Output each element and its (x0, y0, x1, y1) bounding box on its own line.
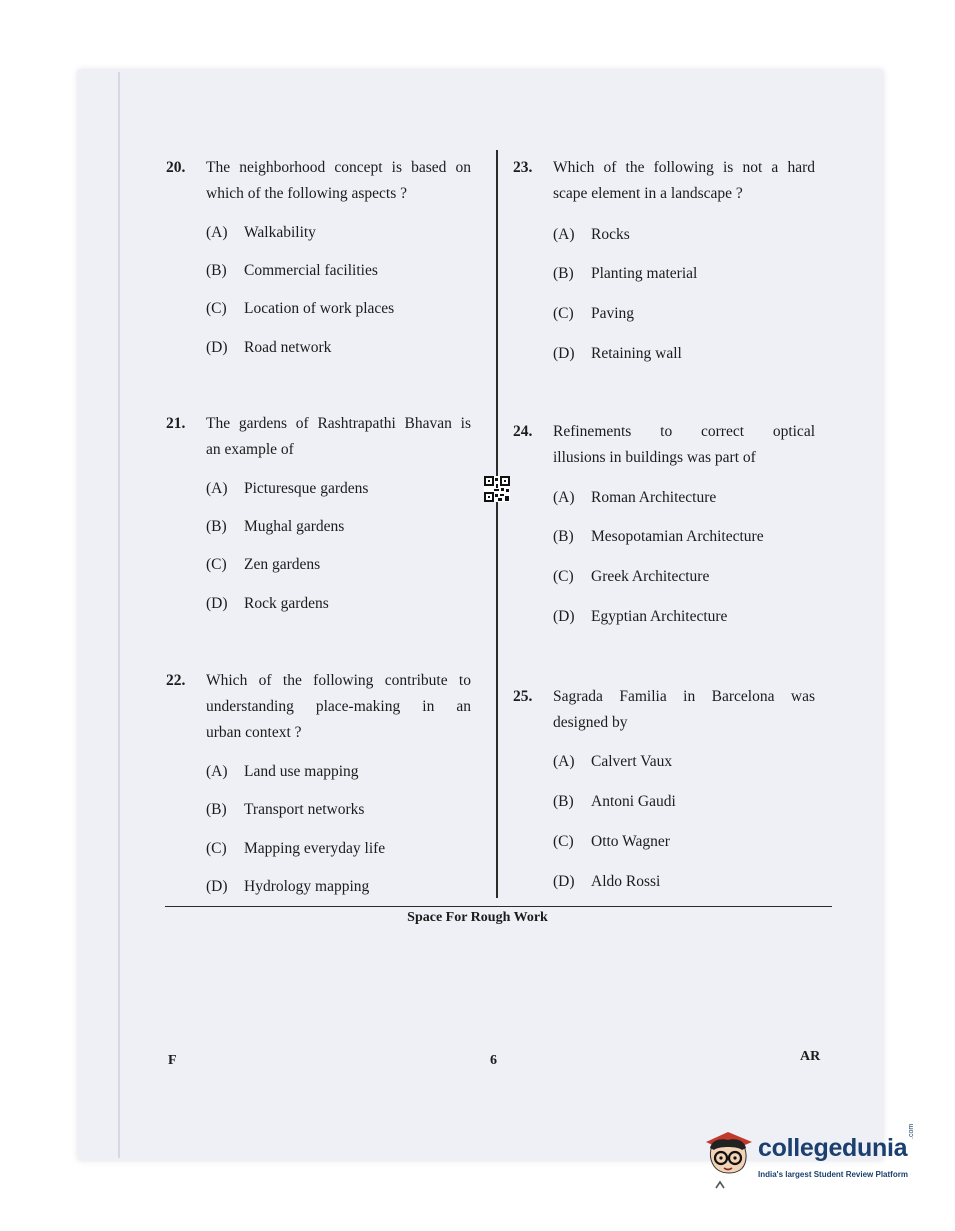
option-d (553, 341, 682, 367)
option-label: (A) (553, 489, 575, 506)
option-d (206, 335, 331, 361)
option-b (553, 261, 697, 287)
question-text-line: illusions in buildings was part of (553, 449, 756, 466)
question-text (553, 419, 815, 471)
option-text: Mesopotamian Architecture (591, 528, 764, 545)
question-text-line: understanding place-making in an (206, 698, 471, 715)
option-a (553, 485, 716, 511)
option-text: Paving (591, 305, 635, 322)
logo-wordmark: collegedunia (758, 1134, 908, 1162)
question-number: 21. (166, 415, 186, 432)
option-label: (B) (553, 528, 574, 545)
paper-code: F (168, 1053, 177, 1068)
option-text: Commercial facilities (244, 262, 378, 279)
option-label: (C) (553, 833, 574, 850)
option-label: (A) (206, 480, 228, 497)
option-label: (C) (553, 568, 574, 585)
option-text: Land use mapping (244, 763, 359, 780)
option-c (553, 564, 709, 590)
option-d (206, 874, 369, 900)
page-number: 6 (490, 1053, 497, 1068)
exam-page (78, 70, 883, 1160)
question-text-line: an example of (206, 441, 294, 458)
option-label: (B) (553, 793, 574, 810)
question-text-line: The neighborhood concept is based on (206, 159, 471, 176)
option-label: (B) (553, 265, 574, 282)
option-d (553, 869, 660, 895)
option-text: Rock gardens (244, 595, 329, 612)
option-a (206, 476, 368, 502)
option-b (206, 258, 378, 284)
option-label: (D) (206, 339, 228, 356)
question-text-line: Which of the following is not a hard (553, 159, 815, 176)
option-label: (C) (553, 305, 574, 322)
option-text: Road network (244, 339, 332, 356)
option-text: Antoni Gaudi (591, 793, 676, 810)
subject-code: AR (800, 1049, 821, 1064)
question-text-line: Sagrada Familia in Barcelona was (553, 688, 815, 705)
option-label: (D) (553, 873, 575, 890)
option-c (553, 829, 670, 855)
question-number: 23. (513, 159, 533, 176)
option-text: Mughal gardens (244, 518, 345, 535)
question-number: 25. (513, 688, 533, 705)
logo-tagline: India's largest Student Review Platform (758, 1170, 908, 1179)
option-a (206, 759, 359, 785)
option-a (553, 222, 630, 248)
option-b (206, 514, 344, 540)
option-label: (D) (553, 608, 575, 625)
option-label: (D) (553, 345, 575, 362)
option-text: Mapping everyday life (244, 840, 386, 857)
question-text (553, 155, 815, 207)
option-text: Egyptian Architecture (591, 608, 728, 625)
option-b (553, 524, 764, 550)
option-c (206, 836, 385, 862)
qr-code-icon (484, 476, 510, 502)
question-text (206, 155, 471, 207)
option-text: Hydrology mapping (244, 878, 370, 895)
mascot-icon (698, 1126, 758, 1194)
logo-domain-suffix: .com (908, 1123, 915, 1139)
question-text-line: Which of the following contribute to (206, 672, 471, 689)
option-d (206, 591, 329, 617)
option-text: Transport networks (244, 801, 365, 818)
option-text: Planting material (591, 265, 698, 282)
option-a (553, 749, 672, 775)
option-text: Greek Architecture (591, 568, 710, 585)
option-text: Aldo Rossi (591, 873, 661, 890)
question-text-line: The gardens of Rashtrapathi Bhavan is (206, 415, 471, 432)
option-b (206, 797, 364, 823)
option-text: Zen gardens (244, 556, 321, 573)
page-fold-line (118, 72, 120, 1158)
option-label: (D) (206, 878, 228, 895)
option-c (206, 552, 320, 578)
option-label: (B) (206, 262, 227, 279)
question-text (206, 411, 471, 463)
option-label: (C) (206, 840, 227, 857)
option-text: Retaining wall (591, 345, 682, 362)
question-text-line: designed by (553, 714, 628, 731)
question-number: 22. (166, 672, 186, 689)
option-c (206, 296, 394, 322)
column-divider (496, 150, 498, 898)
option-text: Roman Architecture (591, 489, 717, 506)
option-c (553, 301, 634, 327)
option-label: (C) (206, 300, 227, 317)
question-text-line: urban context ? (206, 724, 302, 741)
option-d (553, 604, 727, 630)
question-text-line: scape element in a landscape ? (553, 185, 743, 202)
rough-work-label: Space For Rough Work (407, 910, 548, 925)
rough-work-divider (165, 906, 832, 907)
option-text: Location of work places (244, 300, 395, 317)
collegedunia-logo (698, 1123, 928, 1194)
option-label: (A) (553, 226, 575, 243)
option-text: Calvert Vaux (591, 753, 673, 770)
option-a (206, 220, 316, 246)
question-number: 20. (166, 159, 186, 176)
option-b (553, 789, 676, 815)
option-label: (A) (206, 763, 228, 780)
question-text (206, 668, 471, 746)
option-label: (A) (553, 753, 575, 770)
option-label: (B) (206, 518, 227, 535)
question-text (553, 684, 815, 736)
option-label: (B) (206, 801, 227, 818)
question-text-line: Refinements to correct optical (553, 423, 815, 440)
option-text: Rocks (591, 226, 630, 243)
option-text: Walkability (244, 224, 316, 241)
option-label: (D) (206, 595, 228, 612)
option-text: Picturesque gardens (244, 480, 369, 497)
question-number: 24. (513, 423, 533, 440)
option-label: (C) (206, 556, 227, 573)
question-text-line: which of the following aspects ? (206, 185, 408, 202)
option-label: (A) (206, 224, 228, 241)
option-text: Otto Wagner (591, 833, 670, 850)
